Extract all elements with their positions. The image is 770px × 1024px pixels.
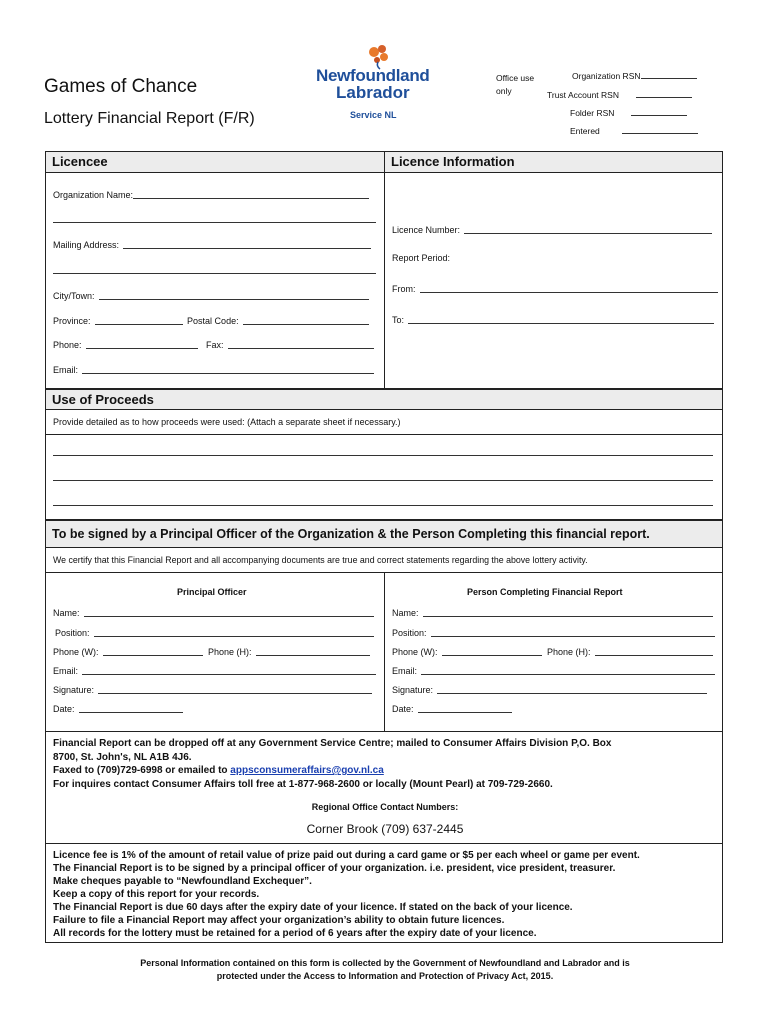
pc-signature-field[interactable]: Signature: bbox=[392, 683, 707, 695]
org-rsn-label: Organization RSN bbox=[572, 71, 697, 81]
dropoff-line-1: Financial Report can be dropped off at any Government Service Centre; mailed to Consumer Affairs Division P,O. Box bbox=[53, 738, 612, 749]
form-subtitle: Lottery Financial Report (F/R) bbox=[44, 110, 255, 127]
licence-info-heading: Licence Information bbox=[384, 151, 723, 173]
po-position-field[interactable]: Position: bbox=[55, 626, 374, 638]
proceeds-line-1[interactable] bbox=[53, 455, 713, 456]
note-item: Failure to file a Financial Report may affect your organization’s ability to obtain future licences. bbox=[53, 915, 505, 926]
licence-number-field[interactable]: Licence Number: bbox=[392, 223, 712, 235]
note-item: The Financial Report is to be signed by a principal officer of your organization. i.e. president, vice president, treasurer. bbox=[53, 863, 616, 874]
org-name-field[interactable]: Organization Name: bbox=[53, 188, 369, 200]
pc-position-field[interactable]: Position: bbox=[392, 626, 715, 638]
licence-info-section bbox=[384, 172, 723, 389]
logo-newfoundland: Newfoundland bbox=[316, 66, 430, 85]
note-item: Keep a copy of this report for your records. bbox=[53, 889, 260, 900]
to-field[interactable]: To: bbox=[392, 313, 714, 325]
email-field[interactable]: Email: bbox=[53, 363, 374, 375]
po-signature-field[interactable]: Signature: bbox=[53, 683, 372, 695]
dropoff-line-2: 8700, St. John's, NL A1B 4J6. bbox=[53, 751, 192, 763]
pc-email-field[interactable]: Email: bbox=[392, 664, 715, 676]
privacy-notice-line-1: Personal Information contained on this form is collected by the Government of Newfoundland and Labrador and is bbox=[140, 958, 630, 968]
proceeds-heading: Use of Proceeds bbox=[45, 389, 723, 410]
proceeds-line-3[interactable] bbox=[53, 505, 713, 506]
principal-officer-heading: Principal Officer bbox=[177, 587, 247, 597]
regional-contacts-label: Regional Office Contact Numbers: bbox=[311, 802, 459, 812]
folder-rsn-label: Folder RSN bbox=[570, 108, 687, 118]
report-period-label: Report Period: bbox=[392, 253, 451, 263]
office-use-label: Office use only bbox=[496, 73, 535, 96]
email-link[interactable]: appsconsumeraffairs@gov.nl.ca bbox=[230, 765, 384, 776]
note-item: Licence fee is 1% of the amount of retail value of prize paid out during a card game or $5 per each wheel or game per event. bbox=[53, 850, 640, 861]
org-name-line-2[interactable] bbox=[53, 212, 376, 224]
signing-heading: To be signed by a Principal Officer of the Organization & the Person Completing this financial report. bbox=[45, 520, 723, 548]
notes-list bbox=[53, 849, 721, 940]
mailing-address-field[interactable]: Mailing Address: bbox=[53, 238, 371, 250]
nl-logo bbox=[312, 42, 437, 122]
po-date-field[interactable]: Date: bbox=[53, 702, 183, 714]
city-field[interactable]: City/Town: bbox=[53, 289, 369, 301]
dropoff-text bbox=[53, 737, 713, 791]
pc-date-field[interactable]: Date: bbox=[392, 702, 512, 714]
proceeds-lines-box bbox=[45, 434, 723, 520]
entered-label: Entered bbox=[570, 126, 698, 136]
form-title: Games of Chance bbox=[44, 76, 198, 97]
po-email-field[interactable]: Email: bbox=[53, 664, 376, 676]
po-name-field[interactable]: Name: bbox=[53, 606, 374, 618]
mailing-address-line-2[interactable] bbox=[53, 263, 376, 275]
proceeds-instruction: Provide detailed as to how proceeds were used: (Attach a separate sheet if necessary.) bbox=[53, 417, 401, 427]
certify-text: We certify that this Financial Report and all accompanying documents are true and correct statements regarding the above lottery activity. bbox=[53, 555, 588, 565]
dropoff-line-3: Faxed to (709)729-6998 or emailed to appsconsumeraffairs@gov.nl.ca bbox=[53, 765, 384, 776]
po-phone-field[interactable]: Phone (W): Phone (H): bbox=[53, 645, 370, 657]
province-field[interactable]: Province: Postal Code: bbox=[53, 314, 369, 326]
pc-name-field[interactable]: Name: bbox=[392, 606, 713, 618]
trust-rsn-label: Trust Account RSN bbox=[547, 90, 692, 100]
note-item: Make cheques payable to “Newfoundland Exchequer”. bbox=[53, 876, 312, 887]
phone-field[interactable]: Phone: Fax: bbox=[53, 338, 374, 350]
licencee-section bbox=[45, 172, 385, 389]
from-field[interactable]: From: bbox=[392, 282, 718, 294]
proceeds-line-2[interactable] bbox=[53, 480, 713, 481]
logo-service-nl: Service NL bbox=[350, 110, 397, 120]
logo-labrador: Labrador bbox=[336, 83, 410, 102]
privacy-notice-line-2: protected under the Access to Information and Protection of Privacy Act, 2015. bbox=[216, 971, 554, 981]
dropoff-line-4: For inquires contact Consumer Affairs toll free at 1-877-968-2600 or locally (Mount Pearl) at 709-729-2660. bbox=[53, 778, 553, 790]
person-completing-heading: Person Completing Financial Report bbox=[467, 587, 623, 597]
licencee-heading: Licencee bbox=[45, 151, 385, 173]
pc-phone-field[interactable]: Phone (W): Phone (H): bbox=[392, 645, 713, 657]
corner-brook-number: Corner Brook (709) 637-2445 bbox=[306, 822, 464, 836]
note-item: All records for the lottery must be retained for a period of 6 years after the expiry date of your licence. bbox=[53, 928, 537, 939]
note-item: The Financial Report is due 60 days after the expiry date of your licence. If stated on the back of your licence. bbox=[53, 902, 573, 913]
